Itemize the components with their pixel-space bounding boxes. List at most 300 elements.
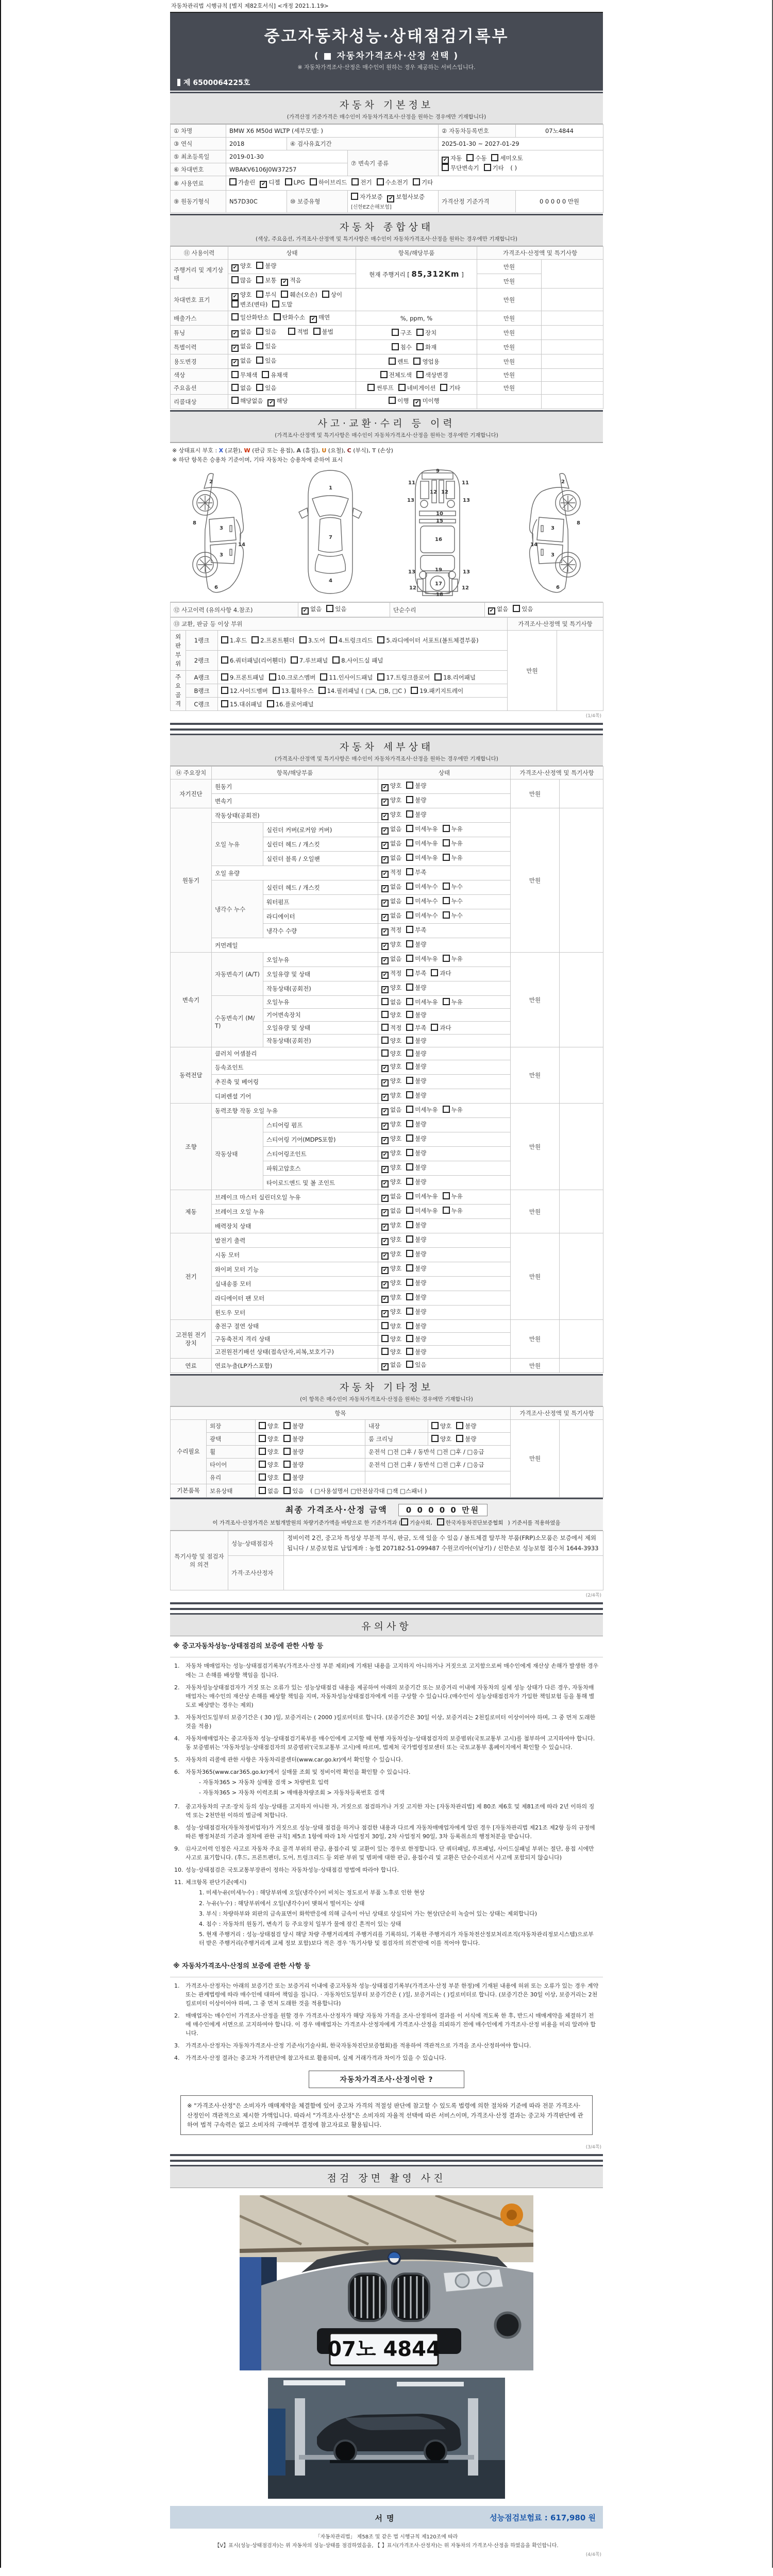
checkbox-불량[interactable]: [406, 1293, 426, 1301]
checkbox-label: 한국자동차진단보증협회: [445, 1520, 503, 1527]
checkbox-불량[interactable]: [406, 1178, 426, 1186]
notice-part1-title: ※ 중고자동차성능·상태점검의 보증에 관한 사항 등: [170, 1636, 603, 1657]
checkbox-적정[interactable]: [381, 926, 401, 936]
checkbox-양호[interactable]: [381, 1293, 401, 1303]
checkbox-box: ✔: [381, 784, 389, 791]
text: 13: [462, 498, 470, 503]
checkbox-침수[interactable]: [392, 343, 412, 351]
checkbox-없음[interactable]: [381, 883, 401, 892]
checkbox-있음[interactable]: [256, 328, 276, 336]
checkbox-box: ✔: [387, 195, 394, 202]
g: [198, 557, 212, 572]
signature-label[interactable]: 서명: [375, 2514, 398, 2523]
checkbox-양호[interactable]: [381, 940, 401, 950]
checkbox-불량[interactable]: [283, 1422, 304, 1430]
checkbox-label: 2.프론트휀더: [260, 637, 295, 644]
checkbox-불량[interactable]: [406, 1011, 426, 1019]
checkbox-불량[interactable]: [406, 1062, 426, 1071]
cell: 오일누유: [263, 953, 378, 967]
checkbox-있음[interactable]: [406, 1361, 426, 1369]
checkbox-부족[interactable]: [406, 969, 426, 977]
checkbox-양호[interactable]: [431, 1422, 451, 1430]
checkbox-없음[interactable]: [259, 1487, 279, 1495]
checkbox-13.휠하우스[interactable]: [273, 687, 314, 695]
checkbox-불량[interactable]: [283, 1435, 304, 1443]
checkbox-누수[interactable]: [443, 883, 463, 891]
checkbox-box: [484, 164, 491, 171]
checkbox-매연[interactable]: [310, 313, 330, 323]
checkbox-양호[interactable]: [381, 1221, 401, 1231]
checkbox-미세누수[interactable]: [406, 897, 438, 905]
checkbox-기타[interactable]: [484, 164, 504, 172]
tr: [171, 369, 603, 382]
checkbox-전기[interactable]: [351, 178, 372, 187]
checkbox-양호[interactable]: [381, 1279, 401, 1289]
checkbox-적정[interactable]: [381, 868, 401, 878]
checkbox-17.트렁크플로어[interactable]: [377, 673, 430, 682]
checkbox-양호[interactable]: [381, 1037, 401, 1045]
checkbox-양호[interactable]: [381, 1178, 401, 1188]
tr: [171, 618, 603, 631]
checkbox-label: 8.사이드실 패널: [341, 657, 383, 664]
checkbox-미세누수[interactable]: [406, 911, 438, 920]
checkbox-양호[interactable]: [381, 1077, 401, 1087]
checkbox-누유[interactable]: [443, 1207, 463, 1215]
checkbox-label: LPG: [293, 179, 305, 186]
checkbox-12.사이드멤버[interactable]: [221, 687, 268, 695]
checkbox-양호[interactable]: [381, 1235, 401, 1245]
checkbox-label: 불량: [415, 1149, 427, 1157]
cell: 1랭크: [186, 631, 218, 651]
checkbox-양호[interactable]: [381, 1149, 401, 1159]
tr: [171, 1359, 603, 1373]
checkbox-해당[interactable]: [267, 397, 288, 406]
checkbox-불량[interactable]: [406, 1149, 426, 1157]
checkbox-label: 적정: [390, 970, 402, 977]
checkbox-label: 없음: [390, 1207, 402, 1214]
checkbox-네비게이션[interactable]: [398, 384, 436, 392]
checkbox-양호[interactable]: [381, 1264, 401, 1274]
checkbox-무단변속기[interactable]: [442, 164, 479, 172]
checkbox-부식[interactable]: [256, 291, 276, 299]
final-price-label: 최종 가격조사·산정 금액: [285, 1505, 388, 1515]
checkbox-이행[interactable]: [389, 397, 409, 405]
checkbox-불량[interactable]: [406, 796, 426, 804]
checkbox-box: ✔: [381, 885, 389, 892]
page-marker-4: (4/4쪽): [585, 2552, 601, 2558]
checkbox-불량[interactable]: [406, 1308, 426, 1316]
cell: [228, 326, 356, 340]
checkbox-box: [431, 1422, 439, 1429]
checkbox-18.리어패널[interactable]: [434, 673, 476, 682]
checkbox-없음[interactable]: [381, 897, 401, 907]
checkbox-양호[interactable]: [381, 1011, 401, 1019]
checkbox-기술사회,[interactable]: [401, 1518, 432, 1527]
checkbox-양호[interactable]: [259, 1422, 279, 1430]
checkbox-미세누유[interactable]: [406, 998, 438, 1006]
checkbox-불량[interactable]: [406, 1264, 426, 1273]
cell: ⑩ 보증유형: [287, 191, 348, 213]
checkbox-box: [231, 313, 239, 320]
checkbox-변조(변타)[interactable]: [231, 300, 267, 309]
checkbox-box: [381, 1335, 389, 1342]
checkbox-label: 양호: [440, 1435, 452, 1443]
page-subtitle: ( ■ 자동차가격조사·산정 선택 ): [314, 51, 459, 61]
checkbox-label: 누유: [451, 825, 463, 833]
checkbox-무채색[interactable]: [231, 371, 257, 379]
checkbox-7.루브패널[interactable]: [291, 656, 328, 665]
checkbox-가솔린[interactable]: [229, 178, 255, 187]
checkbox-썬루프[interactable]: [367, 384, 393, 392]
checkbox-부족[interactable]: [406, 868, 426, 876]
checkbox-2.프론트휀더[interactable]: [251, 636, 295, 645]
checkbox-일산화탄소[interactable]: [231, 313, 269, 321]
checkbox-box: [256, 276, 263, 283]
div: 자동차 세부상태: [339, 741, 434, 753]
checkbox-없음[interactable]: [381, 911, 401, 921]
checkbox-있음[interactable]: [256, 384, 276, 392]
cell: 튜닝: [171, 326, 228, 340]
checkbox-과다[interactable]: [431, 1024, 451, 1032]
checkbox-양호[interactable]: [259, 1448, 279, 1456]
checkbox-label: 부족: [415, 970, 427, 977]
checkbox-불량[interactable]: [406, 1235, 426, 1244]
checkbox-화재[interactable]: [416, 343, 436, 351]
cell: [378, 837, 511, 852]
cell: [218, 671, 508, 684]
checkbox-없음[interactable]: [231, 384, 251, 392]
checkbox-5.라디에이터 서포트(볼트체결부품)[interactable]: [377, 636, 478, 645]
checkbox-불량[interactable]: [406, 810, 426, 819]
checkbox-양호[interactable]: [259, 1461, 279, 1469]
cell: [378, 1035, 511, 1047]
checkbox-box: [310, 178, 317, 185]
checkbox-적정[interactable]: [381, 1024, 401, 1032]
checkbox-불량[interactable]: [406, 1335, 426, 1343]
checkbox-미세누유[interactable]: [406, 825, 438, 833]
checkbox-유채색[interactable]: [262, 371, 288, 379]
checkbox-누유[interactable]: [443, 998, 463, 1006]
cell: [356, 326, 477, 340]
checkbox-box: [389, 358, 396, 365]
checkbox-label: 불량: [415, 984, 427, 991]
checkbox-label: 상이: [330, 291, 343, 298]
checkbox-양호[interactable]: [259, 1473, 279, 1482]
checkbox-훼손(오손)[interactable]: [281, 291, 317, 299]
checkbox-불량[interactable]: [406, 1091, 426, 1099]
tr: [171, 260, 603, 274]
checkbox-불량[interactable]: [283, 1473, 304, 1482]
checkbox-수동[interactable]: [466, 154, 486, 162]
checkbox-LPG[interactable]: [285, 178, 305, 186]
checkbox-과다[interactable]: [431, 969, 451, 977]
checkbox-label: 없음: [390, 955, 402, 962]
checkbox-미세누유[interactable]: [406, 854, 438, 862]
checkbox-구조[interactable]: [392, 329, 412, 337]
checkbox-미세누수[interactable]: [406, 883, 438, 891]
checkbox-장치[interactable]: [416, 329, 436, 337]
checkbox-부족[interactable]: [406, 926, 426, 934]
checkbox-탄화수소[interactable]: [274, 313, 305, 321]
cell: [378, 1176, 511, 1190]
checkbox-미세누유[interactable]: [406, 955, 438, 963]
checkbox-불량[interactable]: [406, 1163, 426, 1172]
checkbox-불량[interactable]: [406, 1120, 426, 1128]
checkbox-없음[interactable]: [231, 342, 251, 352]
checkbox-기타[interactable]: [440, 384, 460, 392]
cell: ① 차명: [171, 125, 226, 138]
checkbox-box: ✔: [381, 813, 389, 820]
checkbox-없음[interactable]: [381, 1207, 401, 1216]
checkbox-없음[interactable]: [488, 605, 508, 615]
div: 자동차 종합상태: [339, 222, 434, 233]
checkbox-누유[interactable]: [443, 1106, 463, 1114]
checkbox-1.후드[interactable]: [221, 636, 247, 645]
text: 3: [551, 526, 555, 531]
checkbox-불량[interactable]: [406, 1221, 426, 1229]
cell: 만원: [477, 369, 542, 382]
checkbox-도말[interactable]: [272, 300, 292, 309]
text: 12: [429, 489, 437, 495]
rect: [541, 549, 543, 555]
cell: 타이로드엔드 및 볼 조인트: [263, 1176, 378, 1190]
div: (가격조사·산정액 및 특기사항은 매수인이 자동차가격조사·산정을 원하는 경우에만 기재합니다): [275, 432, 498, 438]
checkbox-box: [413, 178, 420, 185]
checkbox-있음[interactable]: [326, 605, 346, 613]
checkbox-양호[interactable]: [381, 1335, 401, 1343]
checkbox-미세누유[interactable]: [406, 1106, 438, 1114]
checkbox-전체도색[interactable]: [380, 371, 412, 379]
checkbox-label: 15.대쉬패널: [230, 700, 262, 708]
checkbox-3.도어[interactable]: [299, 636, 325, 645]
cell: 구동축전지 격리 상태: [212, 1333, 378, 1346]
checkbox-불량[interactable]: [406, 1077, 426, 1085]
cell: [378, 1219, 511, 1233]
checkbox-적정[interactable]: [381, 969, 401, 979]
span: 4.: [174, 1735, 180, 1742]
checkbox-디젤[interactable]: [260, 178, 280, 188]
checkbox-누유[interactable]: [443, 839, 463, 848]
checkbox-해당없음[interactable]: [231, 397, 263, 405]
checkbox-box: [320, 673, 327, 681]
checkbox-없음[interactable]: [381, 839, 401, 849]
checkbox-불량[interactable]: [283, 1448, 304, 1456]
checkbox-없음[interactable]: [381, 955, 401, 964]
checkbox-없음[interactable]: [381, 1106, 401, 1115]
tr: [171, 191, 603, 213]
checkbox-누수[interactable]: [443, 911, 463, 920]
checkbox-없음[interactable]: [231, 328, 251, 337]
checkbox-양호[interactable]: [381, 1250, 401, 1260]
checkbox-기타[interactable]: [413, 178, 433, 187]
checkbox-양호[interactable]: [259, 1435, 279, 1443]
checkbox-box: [406, 1221, 413, 1228]
checkbox-없음[interactable]: [381, 825, 401, 835]
checkbox-적음[interactable]: [281, 276, 301, 286]
checkbox-양호[interactable]: [381, 1348, 401, 1356]
span: 가격조사·산정 결과는 중고차 가격판단에 참고자료로 활용되며, 실제 거래가격과 차이가 있을 수 있습니다.: [186, 2055, 446, 2062]
checkbox-있음[interactable]: [283, 1487, 304, 1495]
checkbox-불법[interactable]: [313, 328, 333, 336]
checkbox-label: 불량: [292, 1461, 304, 1468]
checkbox-label: 기타: [422, 179, 433, 186]
checkbox-보통[interactable]: [256, 276, 276, 284]
checkbox-미세누유[interactable]: [406, 839, 438, 848]
field-car-name: BMW X6 M50d WLTP (세부모델: ): [226, 125, 439, 138]
cell: 클러치 어셈블리: [212, 1047, 378, 1060]
checkbox-box: [229, 178, 237, 185]
checkbox-불량[interactable]: [456, 1422, 476, 1430]
checkbox-자동[interactable]: [442, 154, 462, 164]
checkbox-box: [406, 940, 413, 947]
cell: [378, 823, 511, 837]
checkbox-양호[interactable]: [381, 1163, 401, 1173]
checkbox-4.트렁크리드[interactable]: [330, 636, 373, 645]
checkbox-box: [256, 342, 263, 349]
checkbox-영업용[interactable]: [413, 358, 439, 366]
checkbox-양호[interactable]: [381, 810, 401, 820]
checkbox-없음[interactable]: [381, 1361, 401, 1370]
checkbox-불량[interactable]: [406, 1037, 426, 1045]
checkbox-세미오토[interactable]: [491, 154, 523, 162]
checkbox-label: 불량: [415, 1250, 427, 1258]
checkbox-보험사보증[interactable]: [387, 193, 425, 202]
checkbox-16.플로어패널[interactable]: [267, 700, 314, 708]
checkbox-양호[interactable]: [231, 262, 251, 272]
cell: [378, 852, 511, 866]
checkbox-미세누유[interactable]: [406, 1207, 438, 1215]
checkbox-양호[interactable]: [381, 1134, 401, 1144]
checkbox-6.쿼터패널(리어휀더)[interactable]: [221, 656, 286, 665]
path: [415, 470, 460, 594]
checkbox-불량[interactable]: [406, 1348, 426, 1356]
checkbox-box: ✔: [381, 827, 389, 835]
checkbox-19.패키지트레이[interactable]: [411, 687, 463, 695]
checkbox-누유[interactable]: [443, 825, 463, 833]
checkbox-양호[interactable]: [381, 1091, 401, 1101]
cell: 만원: [477, 260, 542, 274]
checkbox-미이행[interactable]: [413, 397, 439, 406]
checkbox-불량[interactable]: [406, 940, 426, 948]
checkbox-색상변경[interactable]: [416, 371, 448, 379]
checkbox-누유[interactable]: [443, 854, 463, 862]
checkbox-부족[interactable]: [406, 1024, 426, 1032]
checkbox-label: 무단변속기: [450, 164, 479, 172]
checkbox-양호[interactable]: [381, 984, 401, 993]
checkbox-불량[interactable]: [406, 782, 426, 790]
cell: [542, 289, 603, 311]
checkbox-label: 변조(변타): [240, 301, 268, 308]
checkbox-불량[interactable]: [406, 1134, 426, 1143]
checkbox-없음[interactable]: [381, 998, 401, 1006]
cell: [560, 1420, 603, 1498]
overall-table-mount: [170, 246, 603, 409]
checkbox-불량[interactable]: [456, 1435, 476, 1443]
checkbox-label: 누유: [451, 1193, 463, 1200]
checkbox-있음[interactable]: [256, 357, 276, 365]
checkbox-불량[interactable]: [406, 1322, 426, 1330]
checkbox-누유[interactable]: [443, 955, 463, 963]
checkbox-box: [431, 1024, 438, 1031]
checkbox-10.크로스멤버[interactable]: [269, 673, 316, 682]
text: 19: [434, 567, 442, 573]
checkbox-불량[interactable]: [406, 984, 426, 992]
checkbox-양호[interactable]: [381, 782, 401, 791]
checkbox-있음[interactable]: [256, 342, 276, 350]
checkbox-없음[interactable]: [231, 357, 251, 366]
checkbox-8.사이드실 패널[interactable]: [332, 656, 383, 665]
checkbox-불량[interactable]: [406, 1279, 426, 1287]
checkbox-box: ✔: [381, 1137, 389, 1144]
checkbox-불량[interactable]: [283, 1461, 304, 1469]
checkbox-11.인사이드패널[interactable]: [320, 673, 373, 682]
rect: [299, 2455, 474, 2460]
checkbox-하이브리드[interactable]: [310, 178, 347, 187]
checkbox-box: [283, 1473, 291, 1481]
checkbox-양호[interactable]: [231, 291, 251, 300]
checkbox-양호[interactable]: [381, 1062, 401, 1072]
car-diagram-side-left: [182, 468, 267, 597]
cell: 실린더 블록 / 오일팬: [263, 852, 378, 866]
checkbox-14.필러패널 ( □A, □B, □C )[interactable]: [318, 687, 407, 695]
cell: 작동상태: [212, 1118, 263, 1190]
checkbox-있음[interactable]: [513, 605, 533, 613]
checkbox-양호[interactable]: [381, 796, 401, 806]
checkbox-label: 누유: [451, 998, 463, 1006]
checkbox-수소전기[interactable]: [377, 178, 408, 187]
cell: 만원: [477, 311, 542, 326]
cell: [256, 1420, 365, 1433]
checkbox-없음[interactable]: [381, 854, 401, 863]
checkbox-label: 미세누수: [415, 883, 438, 890]
checkbox-없음[interactable]: [381, 1192, 401, 1202]
checkbox-box: [330, 636, 337, 643]
checkbox-box: [381, 1322, 389, 1329]
checkbox-box: [406, 955, 413, 962]
checkbox-누수[interactable]: [443, 897, 463, 905]
cell: [378, 953, 511, 967]
checkbox-양호[interactable]: [381, 1049, 401, 1058]
checkbox-box: [221, 700, 228, 707]
checkbox-양호[interactable]: [381, 1308, 401, 1317]
checkbox-양호[interactable]: [431, 1435, 451, 1443]
checkbox-불량[interactable]: [406, 1049, 426, 1058]
span: [288, 328, 338, 335]
device-group-변속기: 변속기: [171, 953, 212, 1047]
checkbox-자가보증[interactable]: [351, 193, 382, 201]
checkbox-box: [443, 1106, 450, 1113]
checkbox-15.대쉬패널[interactable]: [221, 700, 262, 708]
checkbox-없음[interactable]: [301, 605, 322, 615]
checkbox-적법[interactable]: [288, 328, 308, 336]
cell: 용도변경: [171, 354, 228, 369]
checkbox-한국자동차진단보증협회[interactable]: [437, 1518, 503, 1527]
checkbox-9.프론트패널[interactable]: [221, 673, 264, 682]
checkbox-많음[interactable]: [231, 276, 251, 284]
cell: [378, 1104, 511, 1118]
checkbox-불량[interactable]: [256, 262, 276, 270]
checkbox-상이[interactable]: [322, 291, 342, 299]
checkbox-렌트[interactable]: [389, 358, 409, 366]
checkbox-누유[interactable]: [443, 1192, 463, 1200]
checkbox-box: [416, 329, 424, 336]
checkbox-양호[interactable]: [381, 1322, 401, 1330]
checkbox-미세누유[interactable]: [406, 1192, 438, 1200]
checkbox-양호[interactable]: [381, 1120, 401, 1130]
checkbox-label: 부족: [415, 869, 427, 876]
checkbox-box: [416, 343, 424, 350]
checkbox-불량[interactable]: [406, 1250, 426, 1258]
